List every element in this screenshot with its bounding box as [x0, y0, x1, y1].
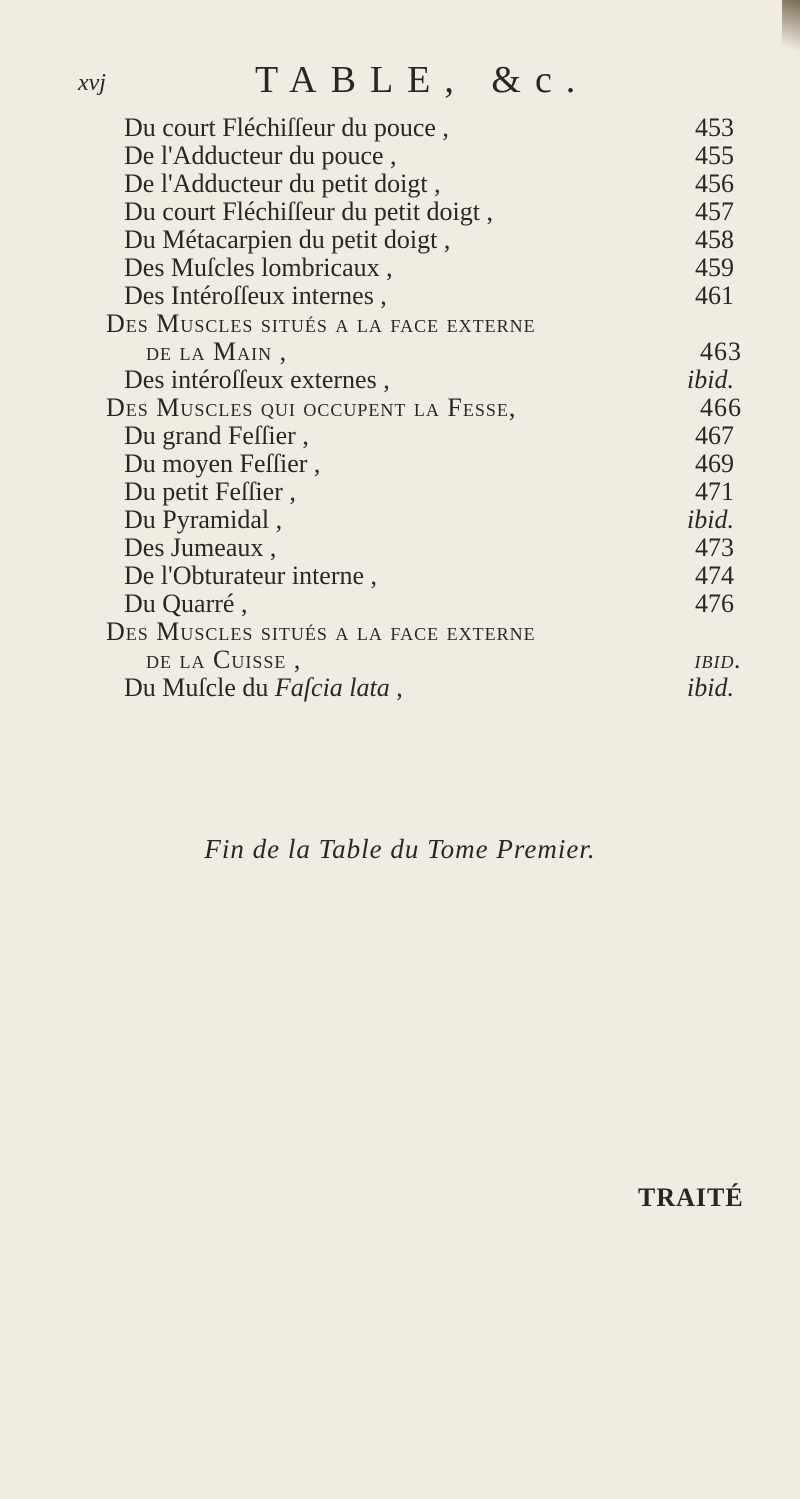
toc-entry	[116, 590, 742, 618]
toc-entry-page: 466	[700, 393, 742, 422]
toc-entry	[116, 254, 742, 282]
toc-entry-label: Des Jumeaux ,	[124, 533, 277, 562]
toc-entry-label: De l'Obturateur interne ,	[124, 561, 378, 590]
toc-entry-page: ibid.	[687, 673, 734, 702]
toc-entry	[116, 674, 742, 702]
toc-entry-page: 463	[700, 337, 742, 366]
page-number: xvj	[78, 70, 106, 96]
toc-entry-label: Du Quarré ,	[124, 589, 248, 618]
toc-entry-page: ibid.	[694, 645, 742, 674]
toc-entry-label: Du moyen Feſſier ,	[124, 449, 321, 478]
toc-entry-page: 471	[695, 477, 734, 506]
toc-entry-page: 473	[695, 533, 734, 562]
toc-entry-label-suffix: ,	[389, 673, 403, 702]
toc-entry-page: 453	[695, 113, 734, 142]
toc-entry-label: De l'Adducteur du petit doigt ,	[124, 169, 441, 198]
toc-entry-page: 467	[695, 421, 734, 450]
toc-section-label: de la Main ,	[146, 337, 288, 366]
toc-entry-label	[124, 674, 403, 702]
toc-entry	[116, 562, 742, 590]
toc-entry-page: 469	[695, 449, 734, 478]
end-of-table-note: Fin de la Table du Tome Premier.	[204, 834, 596, 864]
toc-entry	[116, 478, 742, 506]
catchword: TRAITÉ	[638, 1183, 744, 1212]
toc-entry	[116, 142, 742, 170]
toc-entry-page: ibid.	[687, 365, 734, 394]
toc-section-label: Des Muscles situés a la face externe	[106, 309, 536, 338]
toc-entry	[116, 450, 742, 478]
toc-entry-label: Des intéroſſeux externes ,	[124, 365, 390, 394]
toc-entry-page: ibid.	[687, 505, 734, 534]
toc-entry	[116, 114, 742, 142]
page-header	[78, 52, 718, 102]
page-edge-shadow	[782, 0, 800, 60]
toc-section-label: Des Muscles situés a la face externe	[106, 617, 536, 646]
toc-section-heading	[106, 618, 742, 646]
toc-entry-label: De l'Adducteur du pouce ,	[124, 141, 397, 170]
toc-entry-page: 456	[695, 169, 734, 198]
toc-entry-label: Des Muſcles lombricaux ,	[124, 253, 393, 282]
toc-entry-page: 457	[695, 197, 734, 226]
toc-entry-page: 461	[695, 281, 734, 310]
toc-entry-page: 459	[695, 253, 734, 282]
toc-entry-label: Des Intéroſſeux internes ,	[124, 281, 387, 310]
toc-section-heading-continued	[116, 338, 742, 366]
toc-entry	[116, 226, 742, 254]
toc-section-heading	[106, 394, 742, 422]
toc-entry-label: Du grand Feſſier ,	[124, 421, 309, 450]
toc-entry	[116, 282, 742, 310]
toc-section-heading	[106, 310, 742, 338]
toc-entry	[116, 170, 742, 198]
toc-entry	[116, 422, 742, 450]
toc-entry-page: 476	[695, 589, 734, 618]
toc-entry-label: Du Pyramidal ,	[124, 505, 283, 534]
toc-entry	[116, 534, 742, 562]
toc-section-label: de la Cuisse ,	[146, 645, 302, 674]
toc-section-heading-continued	[116, 646, 742, 674]
toc-entry-label-prefix: Du Muſcle du	[124, 673, 275, 702]
running-title: TABLE, &c.	[255, 59, 590, 101]
toc-entry-label: Du court Fléchiſſeur du petit doigt ,	[124, 197, 493, 226]
toc-entry	[116, 506, 742, 534]
toc-entry	[116, 366, 742, 394]
toc-section-label: Des Muscles qui occupent la Fesse,	[106, 393, 517, 422]
toc-entry-page: 474	[695, 561, 734, 590]
toc-entry-label: Du Métacarpien du petit doigt ,	[124, 225, 451, 254]
table-of-contents	[106, 113, 742, 702]
toc-entry-page: 455	[695, 141, 734, 170]
toc-entry-label-italic: Faſcia lata	[274, 673, 390, 702]
toc-entry-label: Du court Fléchiſſeur du pouce ,	[124, 113, 449, 142]
toc-entry-page: 458	[695, 225, 734, 254]
toc-entry	[116, 198, 742, 226]
toc-entry-label: Du petit Feſſier ,	[124, 477, 296, 506]
